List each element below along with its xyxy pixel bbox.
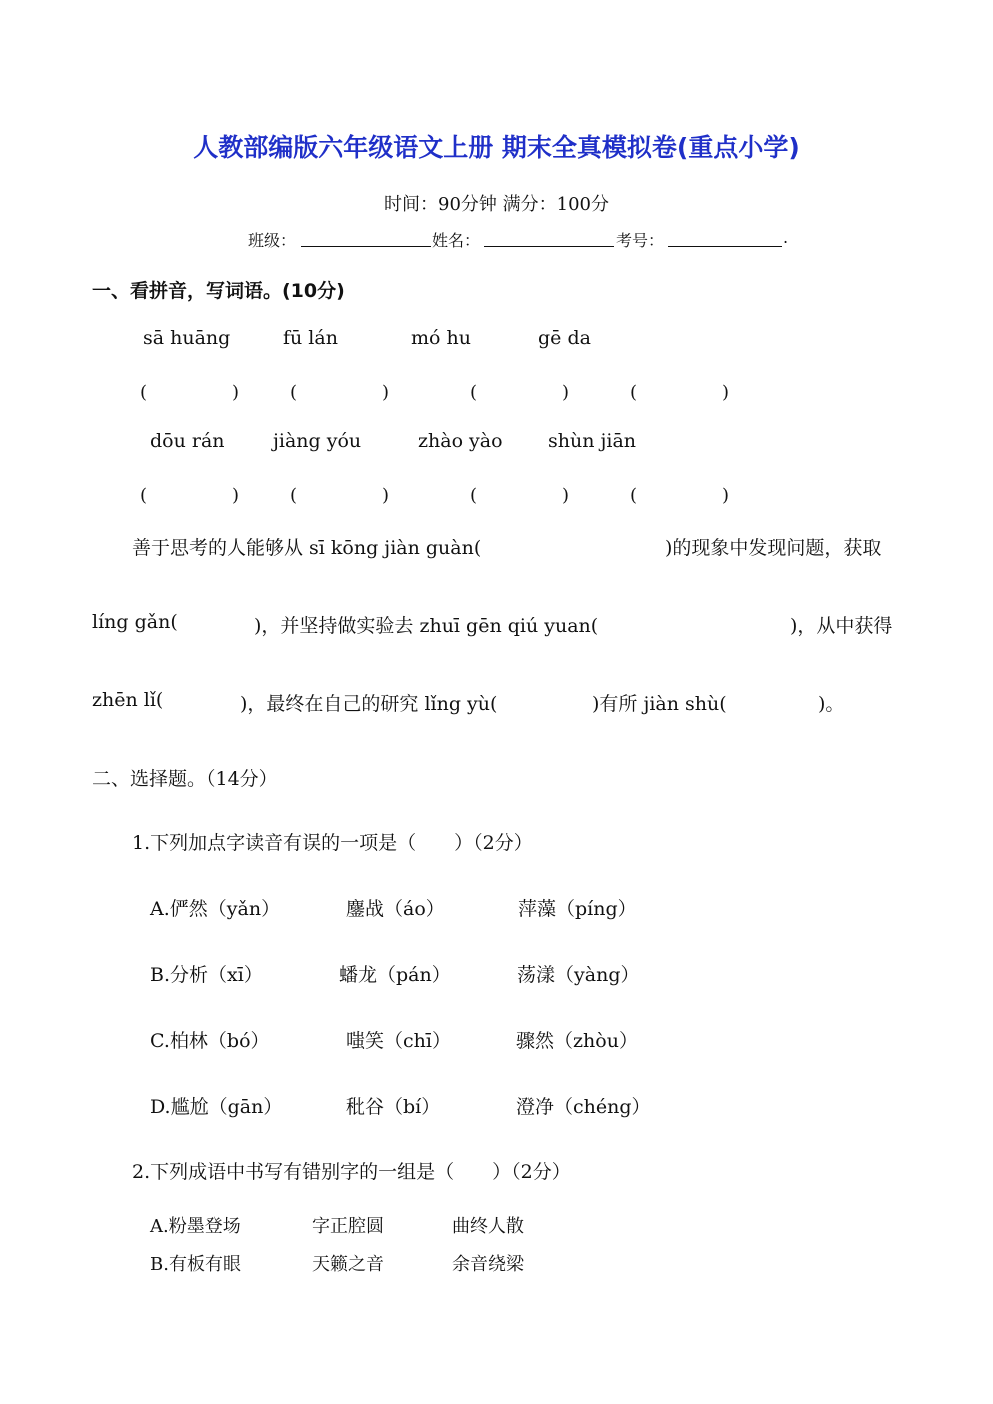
paren-close: ) (232, 382, 240, 403)
info-end-mark: . (783, 228, 789, 247)
paren-close: ) (722, 485, 730, 506)
option-label: B. (150, 964, 171, 986)
option-pinyin: （áo） (384, 898, 445, 920)
para-line1-a: 善于思考的人能够从 sī kōng jiàn guàn( (132, 537, 482, 559)
paren-open: ( (290, 382, 298, 403)
pinyin-item: zhào yào (418, 430, 503, 452)
option-word: 荡漾 (517, 964, 556, 986)
section1-heading: 一、看拼音，写词语。(10分) (92, 280, 345, 302)
pinyin-item: gē da (538, 327, 591, 349)
option-word: 柏林 (169, 1030, 208, 1052)
paren-open: ( (630, 485, 638, 506)
option-word: 尴尬 (170, 1096, 209, 1118)
option-pinyin: （bí） (384, 1096, 441, 1118)
option-pinyin: （bó） (207, 1030, 270, 1052)
para-line3-d: )。 (818, 693, 845, 715)
option-pinyin: （gān） (208, 1096, 283, 1118)
para-line2-b: )，并坚持做实验去 zhuī gēn qiú yuan( (254, 615, 599, 637)
question-2-stem: 2.下列成语中书写有错别字的一组是（ ）（2分） (132, 1161, 571, 1183)
pinyin-item: dōu rán (150, 430, 225, 452)
section2-heading: 二、选择题。（14分） (92, 768, 278, 790)
paren-close: ) (562, 382, 570, 403)
paren-open: ( (470, 485, 478, 506)
option-pinyin: （yàng） (555, 964, 640, 986)
option-word: 嗤笑 (346, 1030, 385, 1052)
idiom: 有板有眼 (168, 1254, 241, 1275)
option-word: 俨然 (169, 898, 208, 920)
paren-close: ) (562, 485, 570, 506)
pinyin-item: jiàng yóu (273, 430, 362, 452)
idiom: 曲终人散 (452, 1216, 524, 1237)
exam-meta: 时间：90分钟 满分：100分 (384, 194, 609, 215)
paren-open: ( (630, 382, 638, 403)
name-blank[interactable] (484, 226, 614, 247)
para-line3-b: )，最终在自己的研究 lǐng yù( (240, 693, 498, 715)
option-word: 秕谷 (346, 1096, 385, 1118)
class-blank[interactable] (301, 226, 431, 247)
option-pinyin: （zhòu） (554, 1030, 638, 1052)
exam-no-label: 考号： (616, 231, 665, 250)
option-label: A. (150, 898, 170, 920)
option-word: 澄净 (516, 1096, 555, 1118)
pinyin-item: shùn jiān (548, 430, 637, 452)
pinyin-item: mó hu (411, 327, 471, 349)
paren-close: ) (722, 382, 730, 403)
option-word: 萍藻 (518, 898, 557, 920)
paren-close: ) (232, 485, 240, 506)
idiom: 余音绕梁 (452, 1254, 524, 1275)
idiom: 字正腔圆 (312, 1216, 384, 1237)
para-line2-a: líng gǎn( (92, 611, 178, 633)
option-label: D. (150, 1096, 171, 1118)
paren-open: ( (140, 382, 148, 403)
paren-open: ( (290, 485, 298, 506)
option-pinyin: （chéng） (554, 1096, 651, 1118)
pinyin-item: fū lán (283, 327, 338, 349)
pinyin-item: sā huāng (143, 327, 231, 349)
option-pinyin: （pán） (377, 964, 451, 986)
exam-no-blank[interactable] (668, 226, 782, 247)
option-word: 蟠龙 (339, 964, 378, 986)
name-label: 姓名： (432, 231, 481, 250)
option-word: 分析 (170, 964, 209, 986)
idiom: 粉墨登场 (168, 1216, 241, 1237)
paren-close: ) (382, 382, 390, 403)
paren-close: ) (382, 485, 390, 506)
option-word: 鏖战 (346, 898, 385, 920)
option-pinyin: （píng） (556, 898, 637, 920)
para-line2-c: )，从中获得 (790, 615, 893, 637)
idiom: 天籁之音 (312, 1254, 384, 1275)
paren-open: ( (140, 485, 148, 506)
option-word: 骤然 (516, 1030, 555, 1052)
paren-open: ( (470, 382, 478, 403)
question-1-stem: 1.下列加点字读音有误的一项是（ ）（2分） (132, 832, 533, 854)
option-pinyin: （xī） (208, 964, 263, 986)
option-label: B. (150, 1254, 169, 1275)
class-label: 班级： (248, 231, 297, 250)
para-line1-b: )的现象中发现问题，获取 (665, 537, 882, 559)
para-line3-c: )有所 jiàn shù( (592, 693, 727, 715)
page-title: 人教部编版六年级语文上册 期末全真模拟卷(重点小学) (193, 133, 800, 162)
option-pinyin: （chī） (384, 1030, 451, 1052)
option-label: A. (150, 1216, 169, 1237)
option-label: C. (150, 1030, 170, 1052)
para-line3-a: zhēn lǐ( (92, 689, 164, 711)
option-pinyin: （yǎn） (207, 898, 281, 920)
